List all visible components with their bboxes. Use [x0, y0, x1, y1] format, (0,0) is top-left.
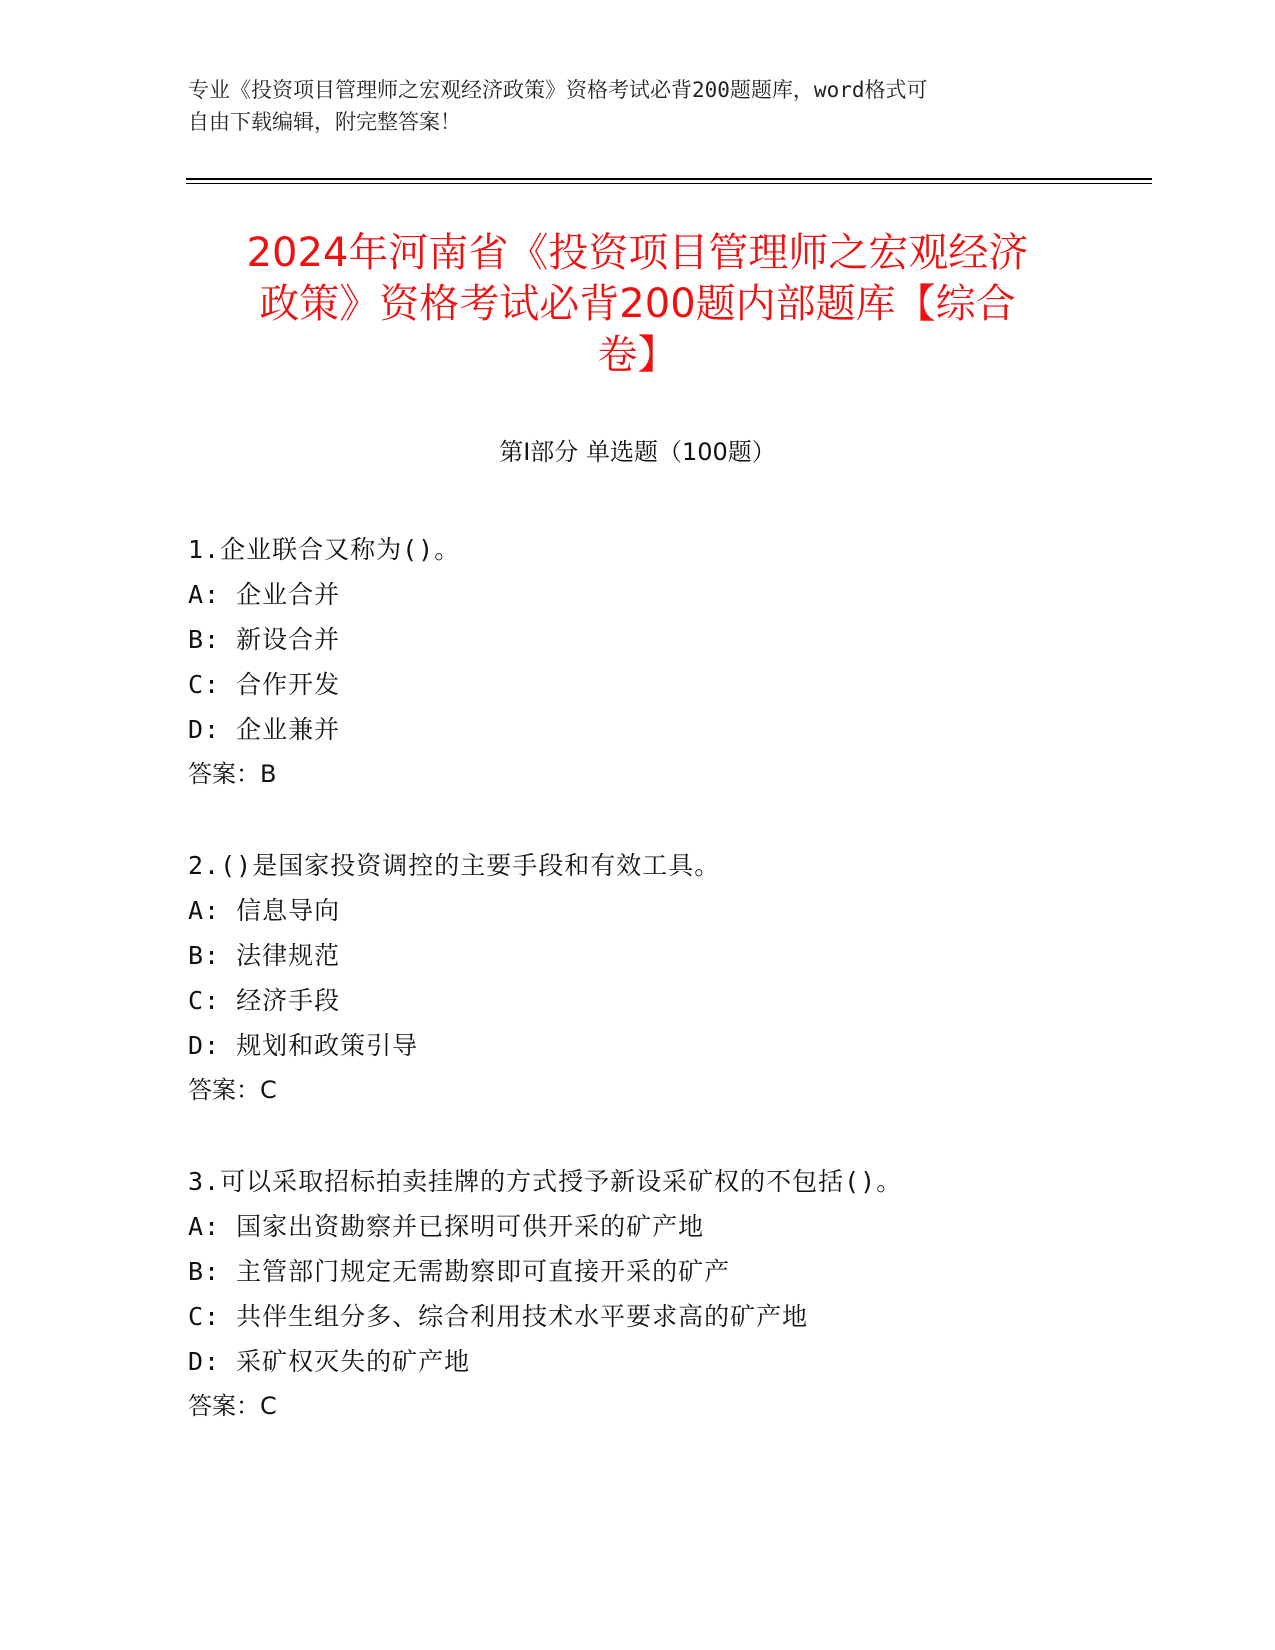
question-stem: 1.企业联合又称为()。	[188, 535, 461, 564]
header-divider-thick	[186, 178, 1152, 180]
option-d: D: 采矿权灭失的矿产地	[188, 1347, 471, 1376]
header-divider-thin	[186, 183, 1152, 184]
header-note-line-2: 自由下载编辑，附完整答案！	[188, 110, 461, 134]
answer-line: 答案：C	[188, 1392, 277, 1420]
option-a: A: 国家出资勘察并已探明可供开采的矿产地	[188, 1212, 705, 1241]
question-list	[188, 527, 1148, 1475]
option-a: A: 企业合并	[188, 580, 341, 609]
option-c: C: 经济手段	[188, 986, 341, 1015]
document-title-line-1: 2024年河南省《投资项目管理师之宏观经济	[246, 230, 1029, 276]
header-note	[188, 74, 1088, 138]
question-item	[188, 527, 1148, 797]
option-c: C: 共伴生组分多、综合利用技术水平要求高的矿产地	[188, 1302, 809, 1331]
document-title-line-3: 卷】	[597, 332, 678, 378]
option-c: C: 合作开发	[188, 670, 341, 699]
document-title	[160, 228, 1115, 381]
option-a: A: 信息导向	[188, 896, 341, 925]
header-note-line-1: 专业《投资项目管理师之宏观经济政策》资格考试必背200题题库，word格式可	[188, 78, 928, 102]
answer-line: 答案：C	[188, 1076, 277, 1104]
question-stem: 3.可以采取招标拍卖挂牌的方式授予新设采矿权的不包括()。	[188, 1167, 903, 1196]
option-b: B: 新设合并	[188, 625, 341, 654]
option-b: B: 主管部门规定无需勘察即可直接开采的矿产	[188, 1257, 731, 1286]
option-d: D: 规划和政策引导	[188, 1031, 419, 1060]
option-d: D: 企业兼并	[188, 715, 341, 744]
question-item	[188, 1159, 1148, 1429]
question-item	[188, 843, 1148, 1113]
answer-line: 答案：B	[188, 760, 277, 788]
section-heading: 第I部分 单选题（100题）	[499, 438, 776, 466]
option-b: B: 法律规范	[188, 941, 341, 970]
document-title-line-2: 政策》资格考试必背200题内部题库【综合	[259, 281, 1016, 327]
question-stem: 2.()是国家投资调控的主要手段和有效工具。	[188, 851, 721, 880]
